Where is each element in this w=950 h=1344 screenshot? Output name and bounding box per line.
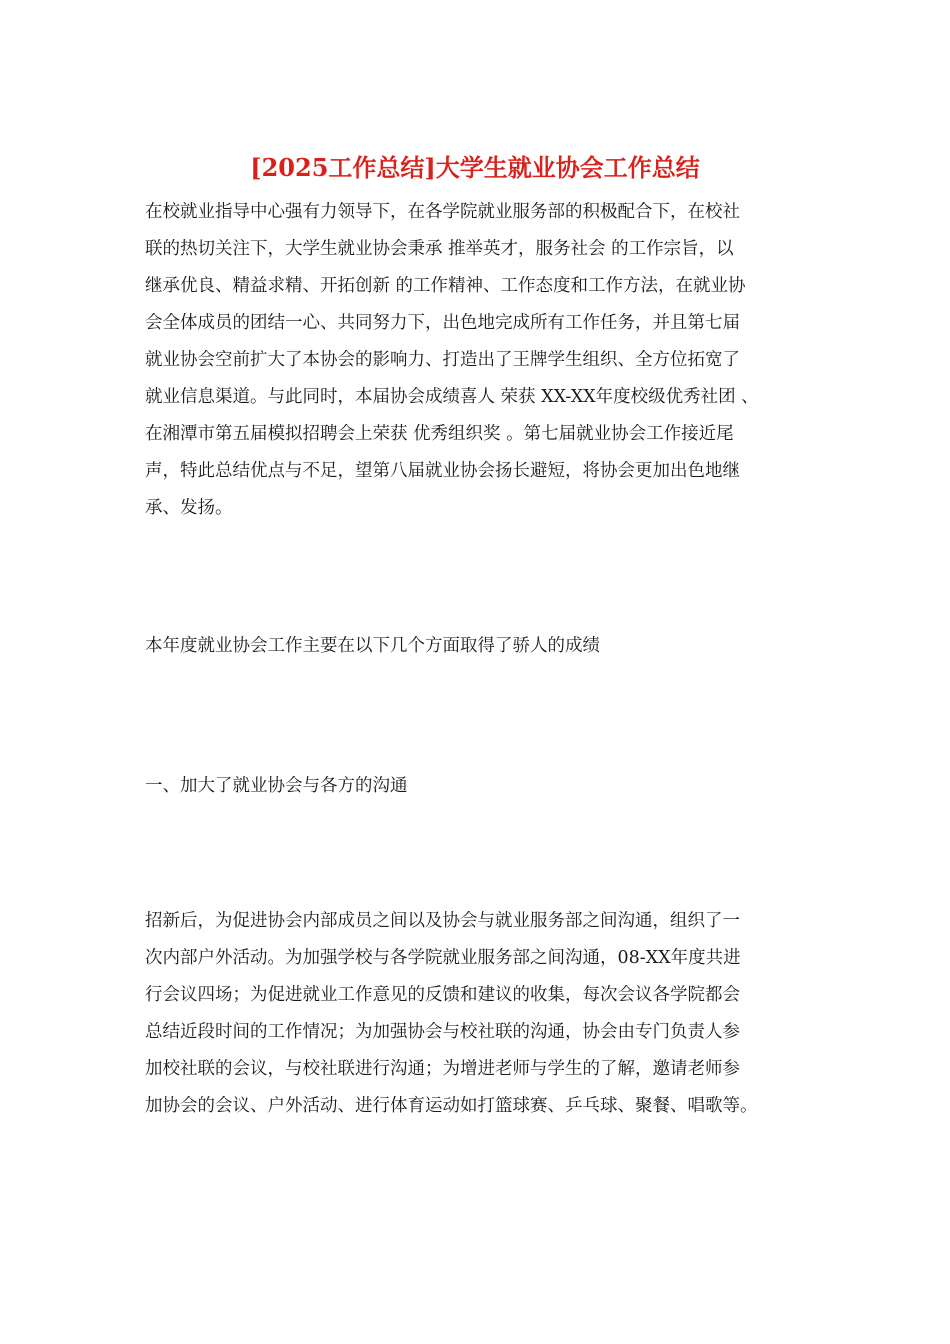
document-title: [2025工作总结]大学生就业协会工作总结 — [250, 153, 700, 182]
body-line: 行会议四场；为促进就业工作意见的反馈和建议的收集，每次会议各学院都会 — [145, 985, 740, 1005]
body-line: 加校社联的会议，与校社联进行沟通；为增进老师与学生的了解，邀请老师参 — [145, 1059, 740, 1079]
section-1-body — [145, 903, 815, 1125]
intro-line: 在湘潭市第五届模拟招聘会上荣获 优秀组织奖 。第七届就业协会工作接近尾 — [145, 424, 734, 444]
intro-line: 声，特此总结优点与不足，望第八届就业协会扬长避短，将协会更加出色地继 — [145, 461, 740, 481]
intro-line: 在校就业指导中心强有力领导下，在各学院就业服务部的积极配合下，在校社 — [145, 202, 740, 222]
intro-line: 继承优良、精益求精、开拓创新 的工作精神、工作态度和工作方法，在就业协 — [145, 276, 746, 296]
section-heading-1 — [145, 768, 815, 805]
summary-line: 本年度就业协会工作主要在以下几个方面取得了骄人的成绩 — [145, 636, 600, 656]
intro-line: 联的热切关注下，大学生就业协会秉承 推举英才，服务社会 的工作宗旨，以 — [145, 239, 734, 259]
intro-line: 会全体成员的团结一心、共同努力下，出色地完成所有工作任务，并且第七届 — [145, 313, 740, 333]
summary-paragraph — [145, 628, 815, 665]
section-heading-text: 一、加大了就业协会与各方的沟通 — [145, 776, 408, 796]
body-line: 总结近段时间的工作情况；为加强协会与校社联的沟通，协会由专门负责人参 — [145, 1022, 740, 1042]
body-line: 次内部户外活动。为加强学校与各学院就业服务部之间沟通，08-XX年度共进 — [145, 948, 741, 968]
body-line: 加协会的会议、户外活动、进行体育运动如打篮球赛、乒乓球、聚餐、唱歌等。 — [145, 1096, 758, 1116]
intro-line: 承、发扬。 — [145, 498, 233, 518]
intro-line: 就业协会空前扩大了本协会的影响力、打造出了王牌学生组织、全方位拓宽了 — [145, 350, 740, 370]
body-line: 招新后，为促进协会内部成员之间以及协会与就业服务部之间沟通，组织了一 — [145, 911, 740, 931]
intro-line: 就业信息渠道。与此同时，本届协会成绩喜人 荣获 XX-XX年度校级优秀社团 、 — [145, 387, 759, 407]
intro-paragraph — [145, 194, 815, 527]
